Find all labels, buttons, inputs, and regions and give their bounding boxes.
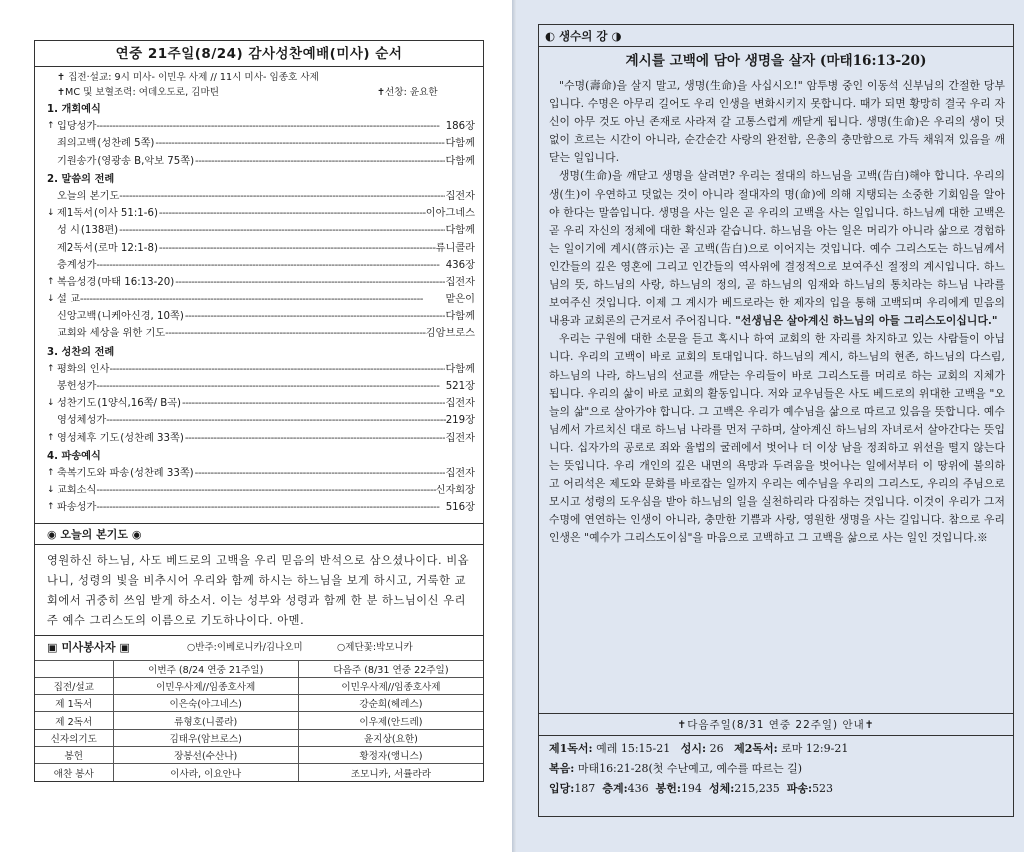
role-cell: 봉헌 [35, 746, 113, 763]
item-assignee: 집전자 [445, 398, 475, 410]
item-reference: (이사 51:1-6) [94, 208, 158, 220]
leader-dashes [159, 240, 436, 257]
posture-mark: ↑ [47, 467, 55, 478]
posture-mark [47, 412, 57, 429]
item-name: 제2독서 [57, 242, 94, 254]
paragraph [549, 167, 1005, 330]
ministers-table [35, 660, 483, 782]
leader-dashes [175, 274, 445, 291]
posture-mark: ↓ [47, 398, 55, 409]
item-assignee: 집전자 [445, 432, 475, 444]
order-item [47, 308, 475, 325]
order-item [47, 118, 475, 135]
order-item [47, 361, 475, 378]
item-reference: (니케아신경, 10쪽) [97, 311, 184, 323]
ministers-heading: ▣ 미사봉사자 ▣ [47, 640, 130, 654]
leader-dashes [109, 361, 445, 378]
posture-mark [47, 222, 57, 239]
order-of-worship-box [34, 40, 484, 782]
table-row [35, 764, 483, 781]
hymn-number: 523 [812, 781, 834, 795]
item-assignee: 521장 [445, 381, 475, 392]
leader-dashes [96, 257, 445, 274]
leader-dashes [182, 395, 445, 412]
table-row [35, 746, 483, 763]
minister-cell: 이민우사제//임종호사제 [113, 677, 298, 694]
item-name: 봉헌성가 [57, 381, 97, 392]
leader-dashes [185, 430, 446, 447]
order-item [47, 395, 475, 412]
item-reference: (마태 16:13-20) [97, 276, 175, 288]
item-name: 복음성경 [57, 276, 97, 288]
readings-line [549, 739, 1005, 759]
accompanist: ○반주:이베로니카/김나오미 [187, 641, 303, 653]
section-heading: 1. 개회예식 [47, 104, 101, 115]
item-name: 성 시 [57, 225, 80, 237]
table-row [35, 695, 483, 712]
hymn-label: 파송: [786, 781, 813, 795]
item-name: 파송성가 [57, 502, 97, 514]
reflection-box [538, 24, 1014, 817]
reflection-body [539, 73, 1013, 547]
reflection-title: 계시를 고백에 담아 생명을 살자 (마태16:13-20) [625, 53, 927, 69]
order-item [47, 205, 475, 222]
leader-dashes [159, 205, 426, 222]
posture-mark: ↑ [47, 502, 55, 513]
leader-dashes [195, 153, 445, 170]
item-name: 오늘의 본기도 [57, 190, 120, 202]
posture-mark: ↓ [47, 294, 55, 305]
posture-mark: ↓ [47, 485, 55, 496]
leader-dashes [96, 482, 435, 499]
posture-mark: ↑ [47, 121, 55, 132]
item-assignee: 김암브로스 [425, 328, 475, 340]
item-reference: (성찬례 33쪽) [130, 467, 194, 479]
hymn-number: 194 [680, 781, 702, 795]
minister-cell: 이사라, 이요안나 [113, 764, 298, 781]
item-name: 설 교 [57, 294, 80, 306]
gospel-line [549, 759, 1005, 779]
order-item [47, 412, 475, 429]
posture-mark: ↓ [47, 208, 55, 219]
confession-quote: "선생님은 살아계신 하느님의 아들 그리스도이십니다." [735, 314, 998, 328]
table-row [35, 677, 483, 694]
section-heading: 3. 성찬의 전례 [47, 346, 115, 358]
item-assignee: 맡은이 [445, 294, 475, 306]
item-assignee: 집전자 [445, 467, 475, 479]
gospel-value: 마태16:21-28(첫 수난예고, 예수를 따르는 길) [577, 761, 803, 775]
item-name: 입당성가 [57, 121, 97, 133]
minister-cell: 류형호(니콜라) [113, 712, 298, 729]
assistant-line [35, 85, 483, 100]
item-name: 죄의고백 [57, 138, 97, 150]
item-reference: (로마 12:1-8) [94, 242, 158, 254]
item-assignee: 다함께 [445, 363, 475, 375]
item-assignee: 다함께 [445, 155, 475, 167]
right-page [516, 0, 1024, 852]
second-reading-value: 로마 12:9-21 [781, 742, 849, 755]
posture-mark: ↑ [47, 276, 55, 287]
hymn-label: 성체: [708, 781, 735, 795]
posture-mark [47, 257, 57, 274]
leader-dashes [80, 291, 446, 308]
item-reference: (1양식,16쪽/ B곡) [97, 398, 182, 410]
section-heading: 4. 파송예식 [47, 450, 101, 462]
celebrant-info [35, 67, 483, 100]
role-cell: 애찬 봉사 [35, 764, 113, 781]
hymn-number: 187 [574, 781, 596, 795]
posture-mark [47, 325, 57, 342]
posture-mark [47, 135, 57, 152]
minister-cell: 김태우(암브로스) [113, 729, 298, 746]
paragraph: "수명(壽命)을 살지 말고, 생명(生命)을 사십시오!" 암투병 중인 이동석 신부님의 간절한 당부입니다. 수명은 아무리 길어도 우리 인생을 변화시키지 못합니다. 때가 되면 황망히 결국 우리 자신이 아무 것도 아닌 존재로 사라져 갈 고통스럽게 깨닫게 됩니다. 생명(生命)은 우리의 생이 덧없이 흐르는 시간이 아니라, 순간순간 사랑의 완전함, 은총의 충만함으로 가득 채워져 있음을 깨닫는 일입니다. [549, 79, 1005, 165]
hymn-label: 봉헌: [655, 781, 681, 795]
posture-mark [47, 378, 57, 395]
order-item [47, 291, 475, 308]
leader-dashes [195, 465, 446, 482]
item-assignee: 이아그네스 [425, 208, 475, 220]
item-name: 기원송가 [57, 155, 97, 167]
minister-cell: 이은숙(아그네스) [113, 695, 298, 712]
posture-mark [47, 188, 57, 205]
cantor-line: ✝선창: 윤요한 [377, 87, 438, 98]
item-assignee: 류니콜라 [435, 242, 475, 254]
altar-flowers: ○제단꽃:박모니카 [337, 641, 413, 653]
hymn-number: 215,235 [734, 781, 780, 795]
posture-mark: ↑ [47, 432, 55, 443]
ministers-header [35, 635, 483, 660]
order-item [47, 465, 475, 482]
order-item [47, 274, 475, 291]
next-sunday-box [539, 713, 1013, 798]
item-assignee: 436장 [445, 259, 475, 271]
hymn-label: 층계: [602, 781, 628, 795]
next-sunday-readings [539, 736, 1013, 798]
next-sunday-heading: ✝다음주일(8/31 연중 22주일) 안내✝ [539, 714, 1013, 736]
leader-dashes [119, 222, 445, 239]
first-reading-label: 제1독서: [549, 742, 593, 755]
hymns-line [549, 779, 1005, 799]
item-assignee: 다함께 [445, 138, 475, 150]
order-item [47, 153, 475, 170]
order-title: 연중 21주일(8/24) 감사성찬예배(미사) 순서 [35, 41, 483, 67]
item-assignee: 516장 [445, 502, 475, 514]
item-reference: (성찬례 5쪽) [97, 138, 155, 150]
order-item [47, 430, 475, 447]
paragraph-text: 생명(生命)을 깨닫고 생명을 살려면? 우리는 절대의 하느님을 고백(告白)해야 합니다. 우리의 생(生)이 우연하고 덧없는 것이 아니라 절대자의 명(命)에 의해 지탱되는 소중한 기회임을 알아야 한다는 말씀입니다. 생명을 사는 일은 곧 우리의 고백을 사는 일입니다. 하느님께 대한 고백은 곧 우리 자신의 정체에 대한 확신과 같습니다. 하느님을 아는 일은 머리가 아니라 삶으로 경험하는 일이기에 계시(啓示)는 곧 고백(告白)으로 이어지는 것입니다. 예수 그리스도는 하느님께서 인간들의 깊은 영혼에 그리고 인간들의 역사위에 결정적으로 보여주신 절정의 계시입니다. 하느님의 뜻, 하느님의 사랑, 하느님의 정의, 곧 하느님의 임재와 하느님의 통치라는 하느님 나라를 보여주신 것입니다. 이제 그 계시가 베드로라는 한 제자의 입을 통해 고백되며 우리에게 믿음의 내용과 교회론의 근거로서 주어집니다. [549, 169, 1005, 328]
item-reference: (영광송 B,악보 75쪽) [97, 155, 195, 167]
minister-cell: 조모니카, 서률라라 [298, 764, 483, 781]
leader-dashes [165, 325, 426, 342]
hymn-number: 436 [627, 781, 649, 795]
leader-dashes [155, 135, 445, 152]
collect-heading: ◉ 오늘의 본기도 ◉ [35, 523, 483, 545]
item-name: 층계성가 [57, 259, 97, 271]
order-item [47, 499, 475, 516]
table-row [35, 729, 483, 746]
item-assignee: 집전자 [445, 276, 475, 288]
order-item [47, 240, 475, 257]
leader-dashes [106, 412, 445, 429]
section-heading: 2. 말씀의 전례 [47, 173, 115, 185]
item-assignee: 다함께 [445, 225, 475, 237]
posture-mark [47, 308, 57, 325]
minister-cell: 이우제(안드레) [298, 712, 483, 729]
gospel-label: 복음: [549, 761, 575, 775]
item-name: 성찬기도 [57, 398, 97, 410]
order-item [47, 135, 475, 152]
psalm-label: 성시: [680, 742, 707, 755]
order-item [47, 482, 475, 499]
role-cell: 집전/설교 [35, 677, 113, 694]
posture-mark [47, 153, 57, 170]
leader-dashes [185, 308, 446, 325]
table-row [35, 712, 483, 729]
second-reading-label: 제2독서: [734, 742, 778, 755]
item-name: 교회소식 [57, 485, 97, 497]
item-reference: (138편) [80, 225, 119, 237]
order-item [47, 257, 475, 274]
minister-cell: 장봉선(수산나) [113, 746, 298, 763]
role-cell: 신자의기도 [35, 729, 113, 746]
item-name: 영성체성가 [57, 415, 107, 427]
item-assignee: 219장 [445, 415, 475, 427]
celebrant-line: ✝ 집전·설교: 9시 미사- 이민우 사제 // 11시 미사- 임종호 사제 [57, 72, 319, 83]
leader-dashes [119, 188, 445, 205]
order-item [47, 325, 475, 342]
mc-line: ✝MC 및 보혈조력: 여데오도로, 김마틴 [57, 87, 219, 98]
item-name: 신앙고백 [57, 311, 97, 323]
first-reading-value: 예레 15:15-21 [596, 742, 671, 755]
item-name: 영성체후 기도 [57, 432, 120, 444]
posture-mark [47, 240, 57, 257]
column-header: 다음주 (8/31 연중 22주일) [298, 660, 483, 677]
item-assignee: 다함께 [445, 311, 475, 323]
leader-dashes [96, 118, 445, 135]
hymn-label: 입당: [549, 781, 575, 795]
leader-dashes [96, 378, 445, 395]
item-assignee: 집전자 [445, 190, 475, 202]
minister-cell: 황정자(앵니스) [298, 746, 483, 763]
column-header: 이번주 (8/24 연중 21주일) [113, 660, 298, 677]
paragraph: 우리는 구원에 대한 소문을 듣고 혹시나 하여 교회의 한 자리를 차지하고 있는 사람들이 아닙니다. 우리의 고백이 바로 교회의 토대입니다. 하느님의 계시, 하느님의 현존, 하느님의 다스림, 하느님의 나라, 하느님의 선교를 깨닫는 우리들이 바로 그리스도를 머리로 하는 교회의 지체가 됩니다. 우리의 삶이 바로 교회의 활동입니다. 저와 교우님들은 사도 베드로의 위대한 고백을 "오늘의 삶"으로 살아가야 합니다. 그 고백은 우리가 예수님을 삶으로 따르고 있음을 뜻합니다. 예수님께서 가르치신 대로 하느님 나라를 먼저 구하며, 살아계신 하느님의 자녀로서 살아간다는 뜻입니다. 십자가의 공로로 죄와 율법의 굴레에서 벗어나 더 이상 남을 정죄하고 위선을 떨지 않는다는 뜻입니다. 우리 개인의 깊은 내면의 욕망과 두려움을 벗어나는 일에서부터 이 땅위에 불의하고 어리석은 제도와 문화를 바로잡는 일까지 우리는 예수님을 우리의 그리스도, 우리의 주님으로 모시고 성령의 도우심을 받아 하느님의 일을 실천하리라 다짐하는 것입니다. 이것이 우리가 그저 수명에 연연하는 인생이 아니라, 충만한 기쁨과 사랑, 영원한 생명을 사는 길입니다. 참으로 우리 인생은 "예수가 그리스도이심"을 마음으로 고백하고 그 고백을 삶으로 사는 일인 것입니다.※ [549, 332, 1005, 545]
minister-cell: 윤지상(요한) [298, 729, 483, 746]
item-assignee: 186장 [445, 121, 475, 133]
column-header [35, 660, 113, 677]
order-item [47, 378, 475, 395]
posture-mark: ↑ [47, 363, 55, 374]
leader-dashes [96, 499, 445, 516]
collect-text: 영원하신 하느님, 사도 베드로의 고백을 우리 믿음의 반석으로 삼으셨나이다. 비옵나니, 성령의 빛을 비추시어 우리와 함께 하시는 하느님을 보게 하시고, 거룩한 교회에서 귀중히 쓰임 받게 하소서. 이는 성부와 성령과 함께 한 분 하느님이신 우리 주 예수 그리스도의 이름으로 기도하나이다. 아멘. [47, 553, 470, 627]
item-assignee: 신자회장 [435, 485, 475, 497]
order-list [35, 101, 483, 517]
item-name: 축복기도와 파송 [57, 467, 130, 479]
psalm-value: 26 [709, 742, 724, 755]
order-item [47, 222, 475, 239]
role-cell: 제 2독서 [35, 712, 113, 729]
minister-cell: 이민우사제//임종호사제 [298, 677, 483, 694]
item-name: 평화의 인사 [57, 363, 110, 375]
role-cell: 제 1독서 [35, 695, 113, 712]
item-reference: (성찬례 33쪽) [120, 432, 184, 444]
column-heading: ◐ 생수의 강 ◑ [539, 25, 1013, 47]
minister-cell: 강순희(헤레스) [298, 695, 483, 712]
item-name: 제1독서 [57, 208, 94, 220]
order-item [47, 188, 475, 205]
item-name: 교회와 세상을 위한 기도 [57, 328, 166, 340]
